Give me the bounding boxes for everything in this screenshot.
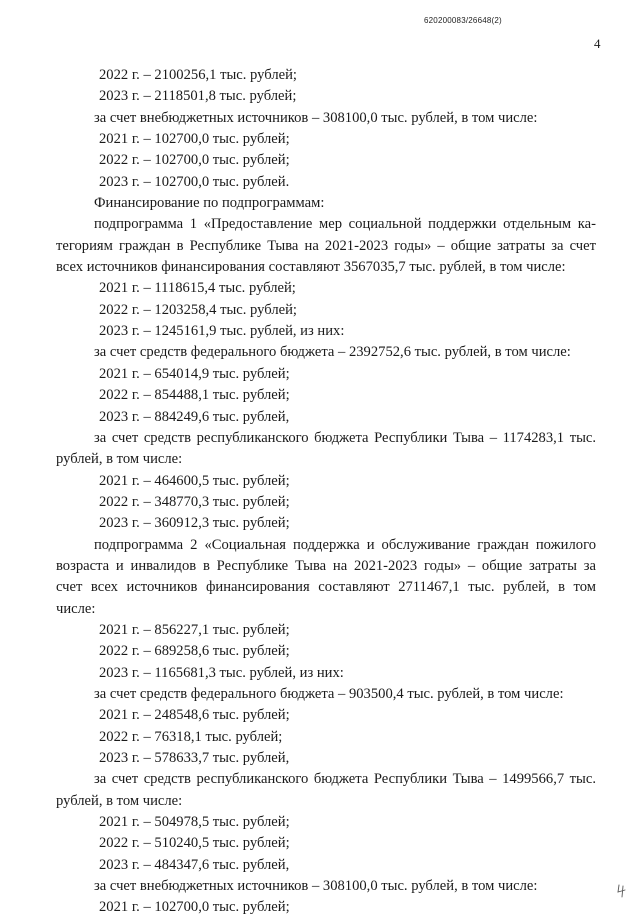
text-line: 2021 г. – 856227,1 тыс. рублей; <box>99 621 290 638</box>
text-line: подпрограмма 1 «Предоставление мер социальной поддержки отдельным ка- <box>94 216 596 233</box>
document-code: 620200083/26648(2) <box>424 16 502 25</box>
text-line: подпрограмма 2 «Социальная поддержка и обслуживание граждан пожилого <box>94 536 596 553</box>
text-line: Финансирование по подпрограммам: <box>94 195 325 212</box>
text-line: 2023 г. – 1245161,9 тыс. рублей, из них: <box>99 323 345 340</box>
text-line: 2022 г. – 689258,6 тыс. рублей; <box>99 643 290 660</box>
page-number: 4 <box>594 36 601 51</box>
text-line: 2021 г. – 248548,6 тыс. рублей; <box>99 707 290 724</box>
text-line: 2023 г. – 1165681,3 тыс. рублей, из них: <box>99 664 344 681</box>
text-line: за счет средств республиканского бюджета Республики Тыва – 1174283,1 тыс. <box>94 429 596 446</box>
text-line: 2021 г. – 464600,5 тыс. рублей; <box>99 472 290 489</box>
text-line: 2021 г. – 102700,0 тыс. рублей; <box>99 131 290 148</box>
text-line: всех источников финансирования составляют 3567035,7 тыс. рублей, в том числе: <box>56 259 566 276</box>
text-line: 2022 г. – 76318,1 тыс. рублей; <box>99 728 283 745</box>
text-line: 2021 г. – 654014,9 тыс. рублей; <box>99 365 290 382</box>
text-line: 2021 г. – 102700,0 тыс. рублей; <box>99 899 290 916</box>
text-line: 2022 г. – 510240,5 тыс. рублей; <box>99 835 290 852</box>
text-line: за счет средств федерального бюджета – 903500,4 тыс. рублей, в том числе: <box>94 685 564 702</box>
text-line: 2023 г. – 360912,3 тыс. рублей; <box>99 515 290 532</box>
text-line: 2023 г. – 102700,0 тыс. рублей. <box>99 173 290 190</box>
text-line: 2022 г. – 2100256,1 тыс. рублей; <box>99 67 297 83</box>
text-line: числе: <box>56 600 96 617</box>
text-line: 2022 г. – 1203258,4 тыс. рублей; <box>99 301 297 318</box>
text-line: за счет внебюджетных источников – 308100,0 тыс. рублей, в том числе: <box>94 878 538 895</box>
text-line: тегориям граждан в Республике Тыва на 2021-2023 годы» – общие затраты за счет <box>56 237 596 254</box>
text-line: рублей, в том числе: <box>56 792 183 809</box>
text-line: возраста и инвалидов в Республике Тыва на 2021-2023 годы» – общие затраты за <box>56 557 596 574</box>
text-line: 2023 г. – 884249,6 тыс. рублей, <box>99 408 290 425</box>
text-line: за счет средств республиканского бюджета Республики Тыва – 1499566,7 тыс. <box>94 771 596 788</box>
text-line: 2023 г. – 484347,6 тыс. рублей, <box>99 856 290 873</box>
text-line: рублей, в том числе: <box>56 451 183 468</box>
text-line: 2022 г. – 102700,0 тыс. рублей; <box>99 152 290 169</box>
text-line: 2021 г. – 1118615,4 тыс. рублей; <box>99 280 296 297</box>
text-line: за счет внебюджетных источников – 308100,0 тыс. рублей, в том числе: <box>94 109 538 126</box>
handwritten-mark-icon <box>617 884 627 898</box>
text-line: 2023 г. – 2118501,8 тыс. рублей; <box>99 88 297 105</box>
text-line: за счет средств федерального бюджета – 2392752,6 тыс. рублей, в том числе: <box>94 344 571 361</box>
text-line: 2022 г. – 348770,3 тыс. рублей; <box>99 493 290 510</box>
document-body <box>56 65 596 919</box>
text-line: 2023 г. – 578633,7 тыс. рублей, <box>99 750 290 766</box>
text-line: 2022 г. – 854488,1 тыс. рублей; <box>99 387 290 404</box>
text-line: счет всех источников финансирования составляют 2711467,1 тыс. рублей, в том <box>56 579 596 596</box>
text-line: 2021 г. – 504978,5 тыс. рублей; <box>99 814 290 831</box>
